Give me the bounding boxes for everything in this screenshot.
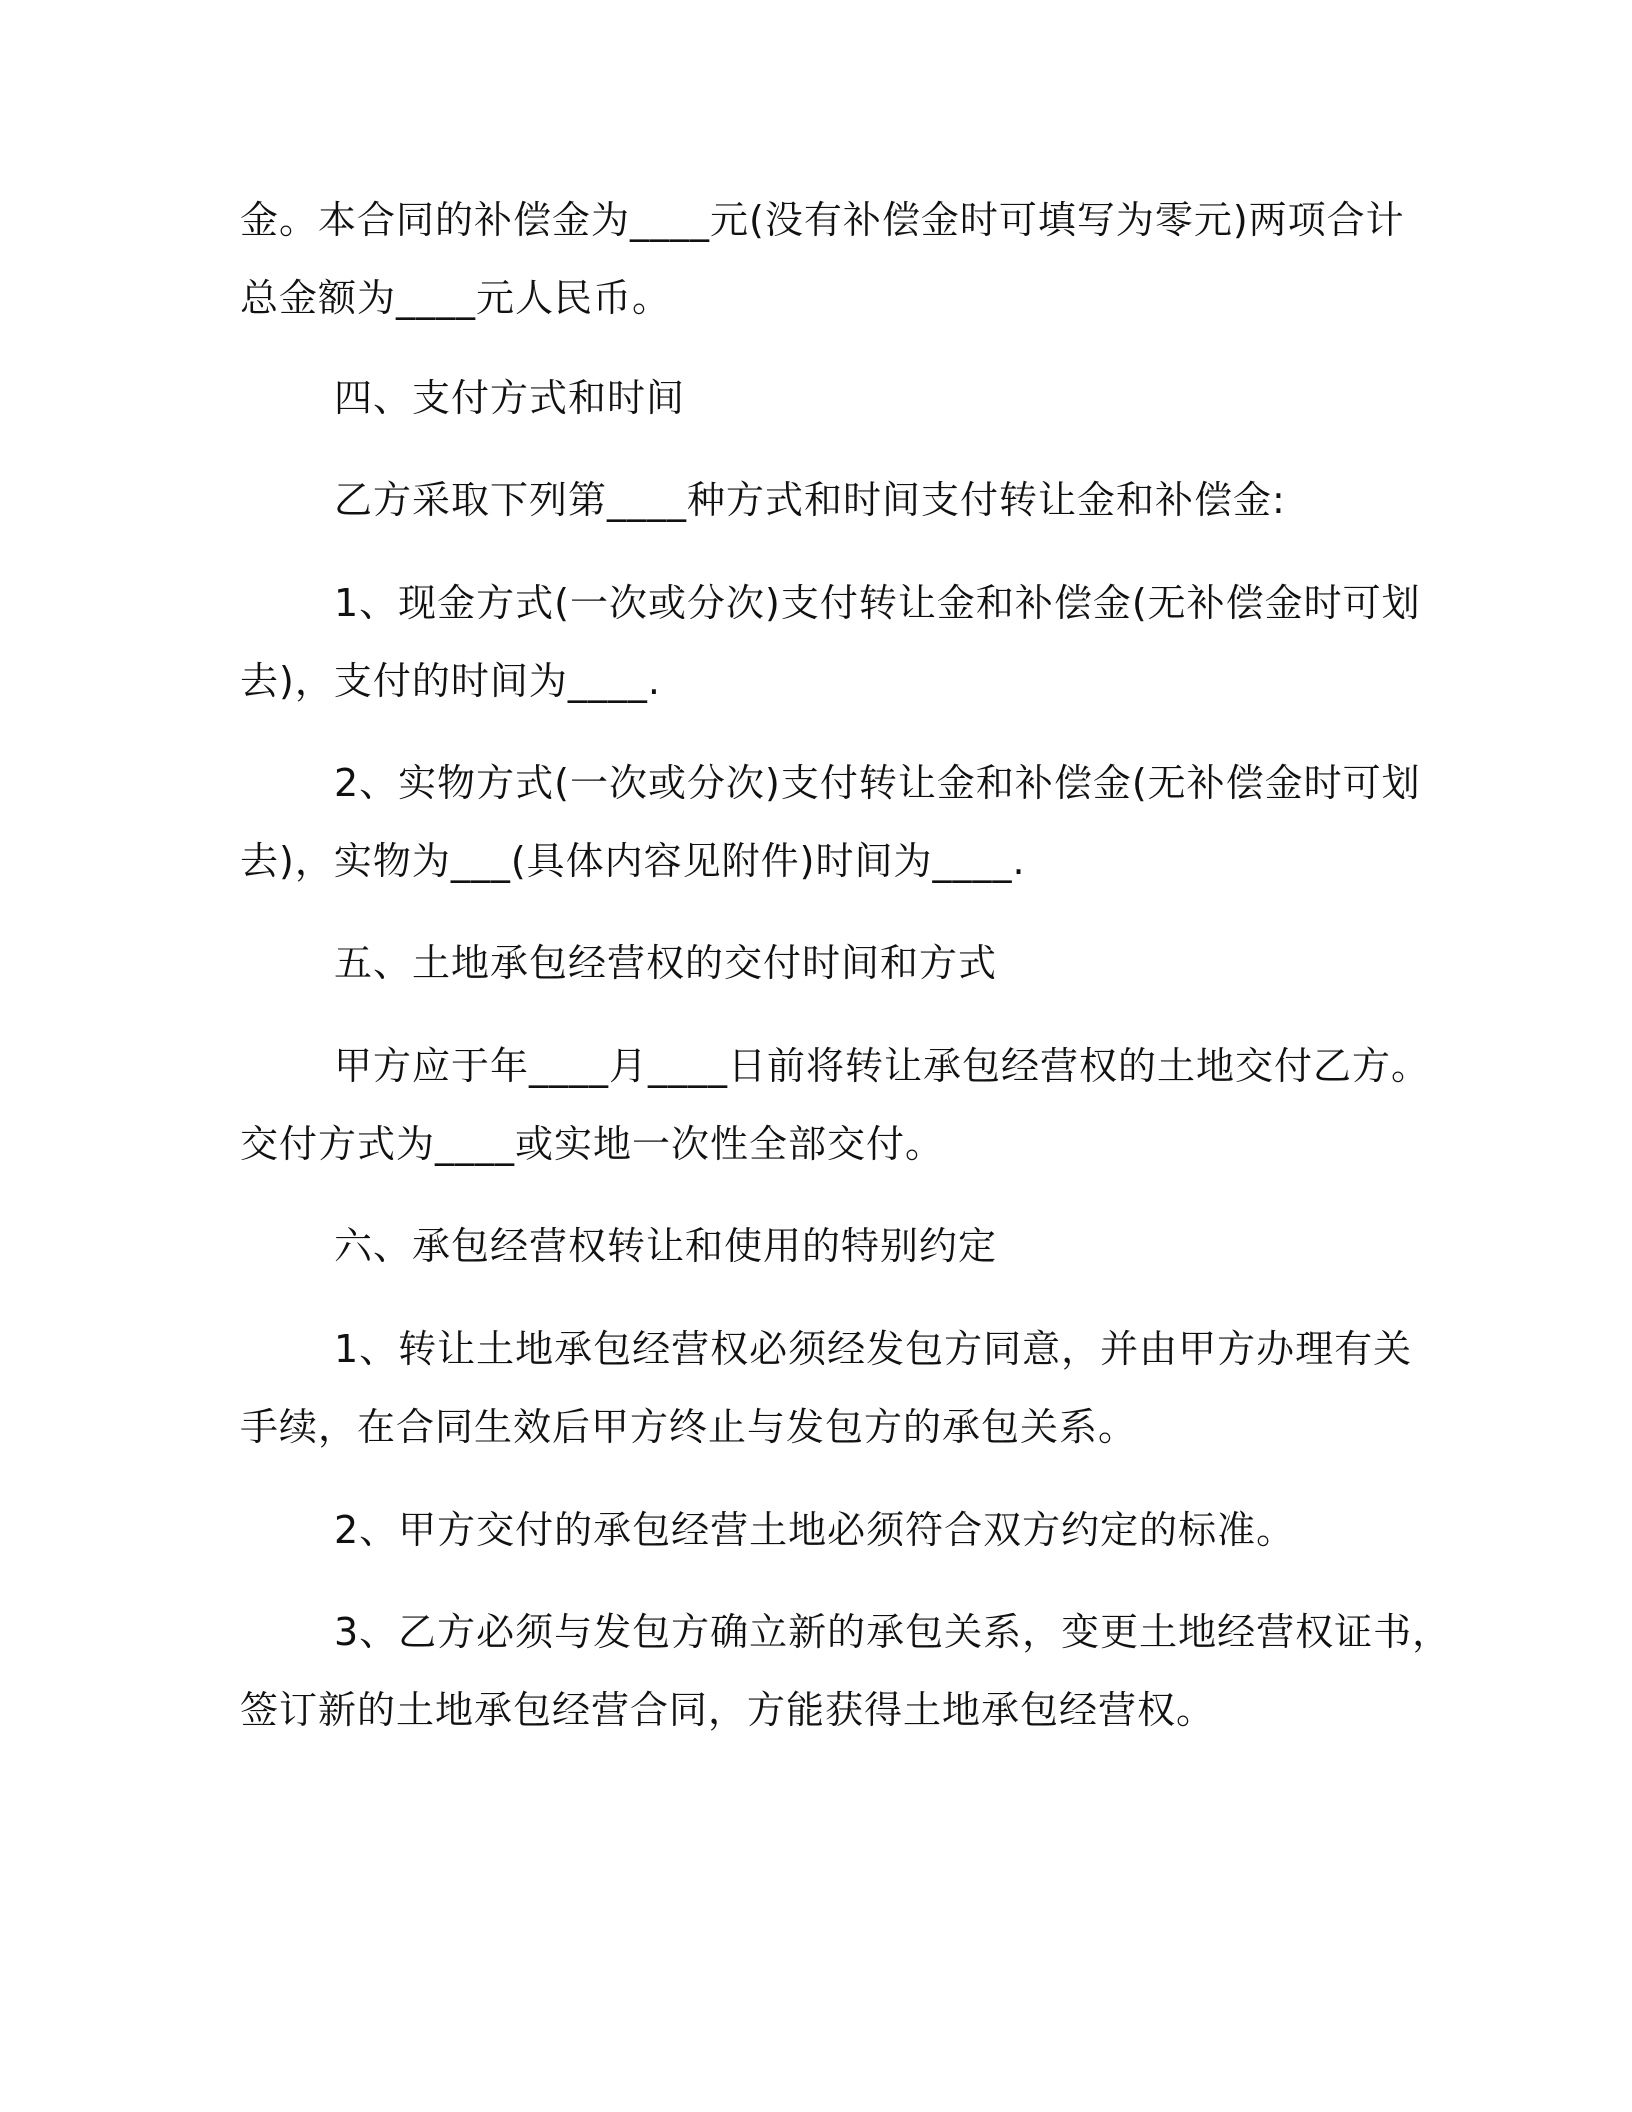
paragraph-line: 2、实物方式(一次或分次)支付转让金和补偿金(无补偿金时可划 xyxy=(334,761,1421,805)
section-heading: 五、土地承包经营权的交付时间和方式 xyxy=(334,941,998,985)
paragraph-line: 去)，支付的时间为____. xyxy=(240,659,661,703)
paragraph-line: 手续，在合同生效后甲方终止与发包方的承包关系。 xyxy=(240,1405,1138,1449)
paragraph-line: 去)，实物为___(具体内容见附件)时间为____. xyxy=(240,839,1026,883)
section-heading: 四、支付方式和时间 xyxy=(334,376,686,420)
paragraph-line: 2、甲方交付的承包经营土地必须符合双方约定的标准。 xyxy=(334,1508,1296,1552)
paragraph-line: 交付方式为____或实地一次性全部交付。 xyxy=(240,1122,945,1166)
paragraph-line: 1、转让土地承包经营权必须经发包方同意，并由甲方办理有关 xyxy=(334,1327,1413,1371)
paragraph-line: 1、现金方式(一次或分次)支付转让金和补偿金(无补偿金时可划 xyxy=(334,581,1421,625)
paragraph-line: 乙方采取下列第____种方式和时间支付转让金和补偿金: xyxy=(334,478,1286,522)
paragraph-line: 3、乙方必须与发包方确立新的承包关系，变更土地经营权证书， xyxy=(334,1610,1452,1654)
section-heading: 六、承包经营权转让和使用的特别约定 xyxy=(334,1224,998,1268)
paragraph-line: 签订新的土地承包经营合同，方能获得土地承包经营权。 xyxy=(240,1688,1216,1732)
paragraph-line: 金。本合同的补偿金为____元(没有补偿金时可填写为零元)两项合计 xyxy=(240,198,1405,242)
paragraph-line: 甲方应于年____月____日前将转让承包经营权的土地交付乙方。 xyxy=(334,1044,1431,1088)
paragraph-line: 总金额为____元人民币。 xyxy=(240,276,672,320)
